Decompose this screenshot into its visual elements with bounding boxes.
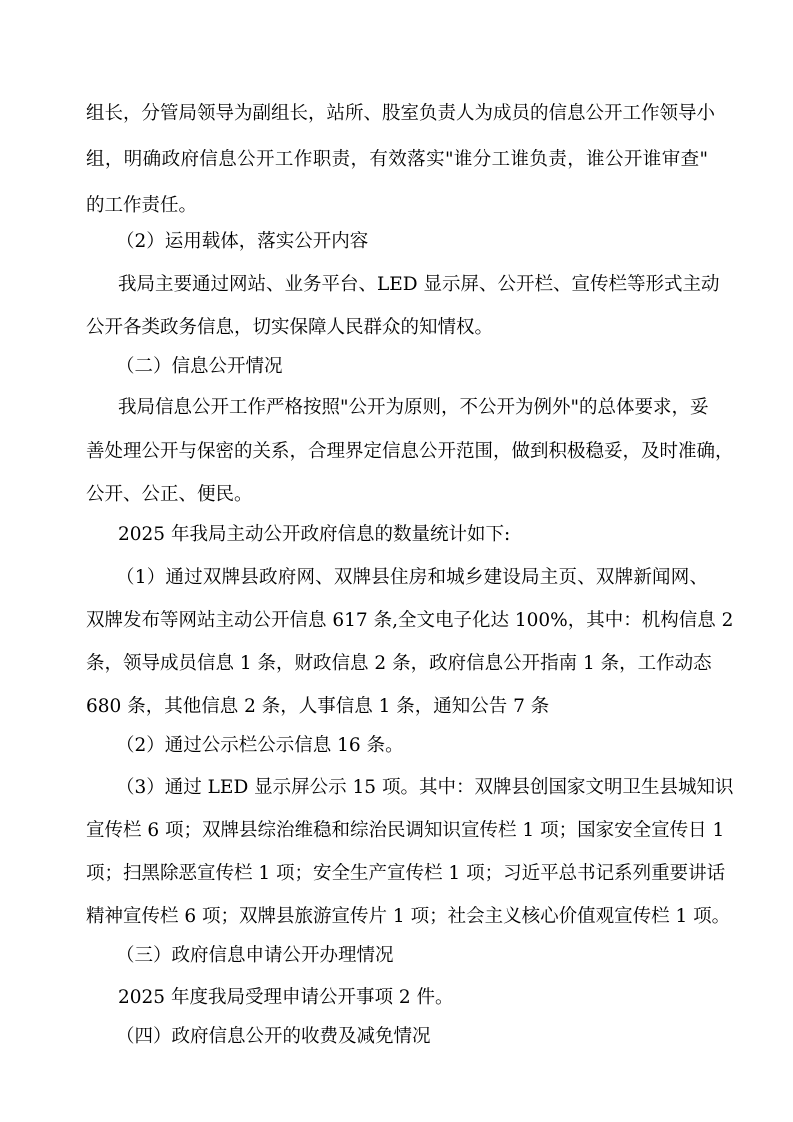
text-line: 的工作责任。	[86, 195, 198, 216]
section-heading: （四）政府信息公开的收费及减免情况	[116, 1026, 431, 1047]
text-line: 我局主要通过网站、业务平台、LED 显示屏、公开栏、宣传栏等形式主动	[118, 274, 720, 295]
text-line: 条，领导成员信息 1 条，财政信息 2 条，政府信息公开指南 1 条，工作动态	[86, 653, 712, 674]
list-item: （3）通过 LED 显示屏公示 15 项。其中：双牌县创国家文明卫生县城知识	[116, 777, 734, 798]
text-line: 组长，分管局领导为副组长，站所、股室负责人为成员的信息公开工作领导小	[86, 103, 716, 124]
text-line: 宣传栏 6 项；双牌县综治维稳和综治民调知识宣传栏 1 项；国家安全宣传日 1	[86, 820, 725, 841]
text-line: 2025 年度我局受理申请公开事项 2 件。	[118, 987, 454, 1008]
text-line: 项；扫黑除恶宣传栏 1 项；安全生产宣传栏 1 项；习近平总书记系列重要讲话	[86, 863, 726, 884]
list-item: （2）通过公示栏公示信息 16 条。	[116, 735, 404, 756]
text-line: 双牌发布等网站主动公开信息 617 条,全文电子化达 100%，其中：机构信息 2	[86, 610, 734, 631]
text-line: 精神宣传栏 6 项；双牌县旅游宣传片 1 项；社会主义核心价值观宣传栏 1 项。	[86, 906, 731, 927]
section-heading: （二）信息公开情况	[116, 356, 283, 377]
section-heading: （三）政府信息申请公开办理情况	[116, 945, 394, 966]
text-line: 680 条，其他信息 2 条，人事信息 1 条，通知公告 7 条	[86, 696, 550, 717]
text-line: 善处理公开与保密的关系，合理界定信息公开范围，做到积极稳妥，及时准确，	[86, 441, 734, 462]
section-heading: （2）运用载体，落实公开内容	[116, 231, 369, 252]
text-line: 公开各类政务信息，切实保障人民群众的知情权。	[86, 317, 494, 338]
text-line: 组，明确政府信息公开工作职责，有效落实"谁分工谁负责，谁公开谁审查"	[86, 149, 708, 170]
text-line: 公开、公正、便民。	[86, 484, 253, 505]
text-line: 我局信息公开工作严格按照"公开为原则，不公开为例外"的总体要求，妥	[118, 397, 709, 418]
list-item: （1）通过双牌县政府网、双牌县住房和城乡建设局主页、双牌新闻网、	[116, 567, 708, 588]
text-line: 2025 年我局主动公开政府信息的数量统计如下:	[118, 524, 511, 545]
